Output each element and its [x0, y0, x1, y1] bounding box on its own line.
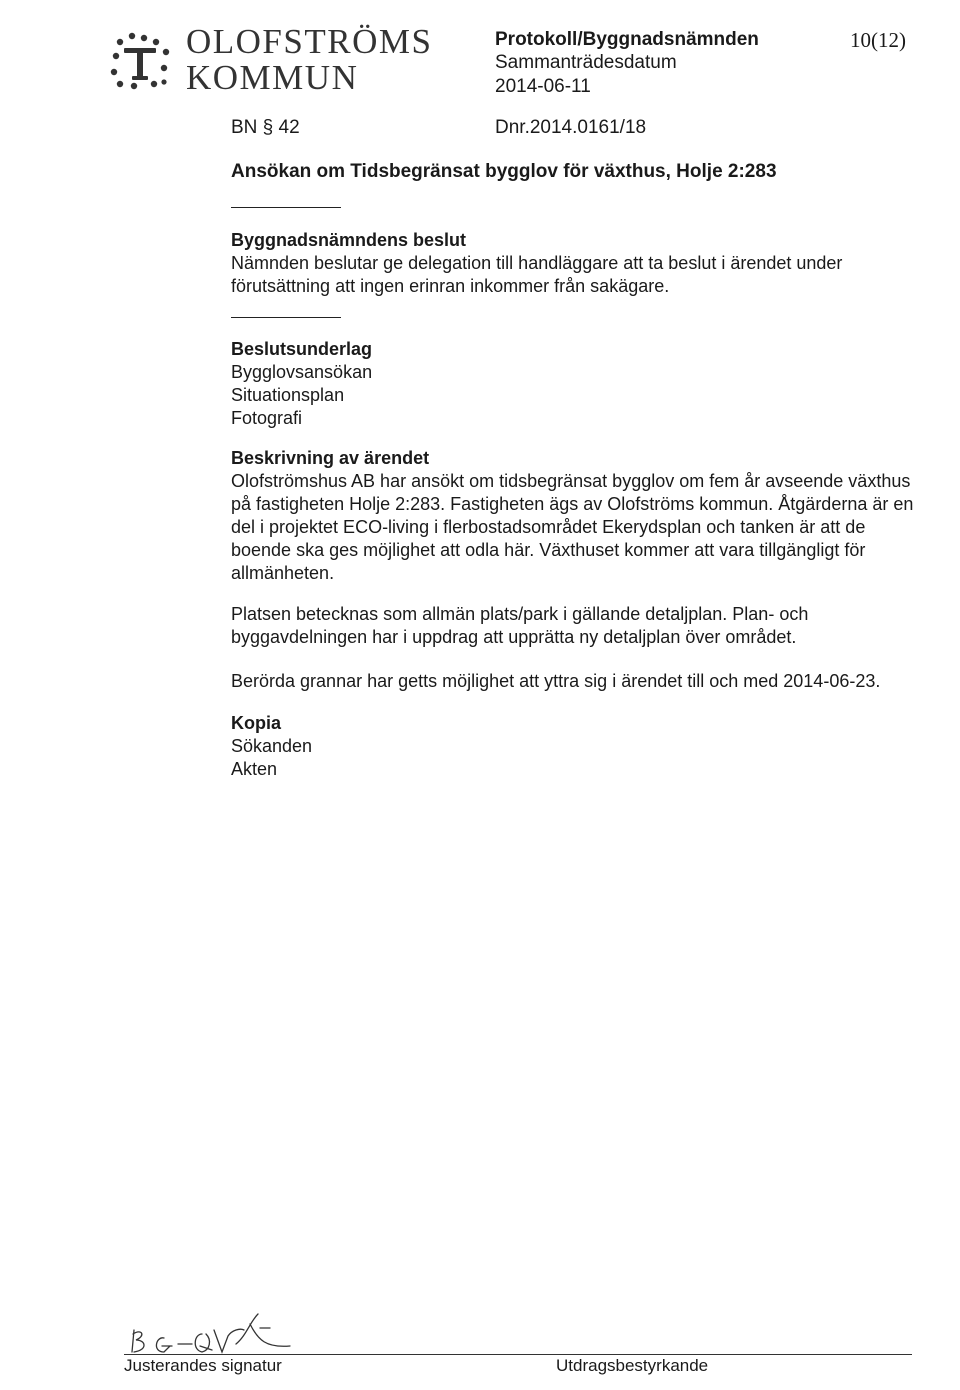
copy-item: Akten	[231, 759, 278, 779]
neighbours-section	[231, 670, 956, 693]
handwritten-signature	[120, 1300, 320, 1360]
decision-line: förutsättning att ingen erinran inkommer från sakägare.	[231, 276, 670, 296]
decision-line: Nämnden beslutar ge delegation till handläggare att ta beslut i ärendet under	[231, 253, 843, 273]
basis-item: Bygglovsansökan	[231, 362, 373, 382]
description-line: på fastigheten Holje 2:283. Fastigheten ägs av Olofströms kommun. Åtgärderna är en	[231, 494, 914, 514]
basis-item: Fotografi	[231, 408, 303, 428]
basis-item: Situationsplan	[231, 385, 345, 405]
protocol-title: Protokoll/Byggnadsnämnden	[495, 29, 759, 50]
meeting-date: 2014-06-11	[495, 76, 591, 97]
basis-section	[231, 338, 956, 430]
meeting-date-label: Sammanträdesdatum	[495, 52, 677, 73]
description-section	[231, 447, 956, 585]
description-line: Olofströmshus AB har ansökt om tidsbegränsat bygglov om fem år avseende växthus	[231, 471, 911, 491]
plan-line: Platsen betecknas som allmän plats/park i gällande detaljplan. Plan- och	[231, 604, 809, 624]
divider	[231, 317, 341, 318]
copy-section	[231, 712, 956, 781]
case-title: Ansökan om Tidsbegränsat bygglov för växthus, Holje 2:283	[231, 161, 777, 182]
municipality-logo-icon	[108, 28, 180, 90]
plan-line: byggavdelningen har i uppdrag att upprätta ny detaljplan över området.	[231, 627, 797, 647]
decision-heading: Byggnadsnämndens beslut	[231, 230, 467, 250]
paragraph-reference: BN § 42	[231, 117, 300, 138]
basis-heading: Beslutsunderlag	[231, 339, 373, 359]
certification-label: Utdragsbestyrkande	[556, 1356, 709, 1375]
signature-label: Justerandes signatur	[124, 1356, 282, 1375]
copy-item: Sökanden	[231, 736, 313, 756]
divider	[231, 207, 341, 208]
neighbours-text: Berörda grannar har getts möjlighet att yttra sig i ärendet till och med 2014-06-23.	[231, 671, 881, 691]
logo-text-line2: KOMMUN	[186, 58, 359, 97]
decision-section	[231, 229, 956, 298]
footer-rule	[124, 1354, 912, 1355]
description-line: allmänheten.	[231, 563, 335, 583]
description-line: del i projektet ECO-living i flerbostadsområdet Ekerydsplan och tanken är att de	[231, 517, 866, 537]
description-line: boende ska ges möjlighet att odla här. Växthuset kommer att vara tillgängligt för	[231, 540, 866, 560]
plan-section	[231, 603, 956, 649]
case-number: Dnr.2014.0161/18	[495, 117, 647, 138]
logo-text-line1: OLOFSTRÖMS	[186, 22, 433, 61]
description-heading: Beskrivning av ärendet	[231, 448, 430, 468]
copy-heading: Kopia	[231, 713, 282, 733]
page-number: 10(12)	[850, 28, 906, 52]
